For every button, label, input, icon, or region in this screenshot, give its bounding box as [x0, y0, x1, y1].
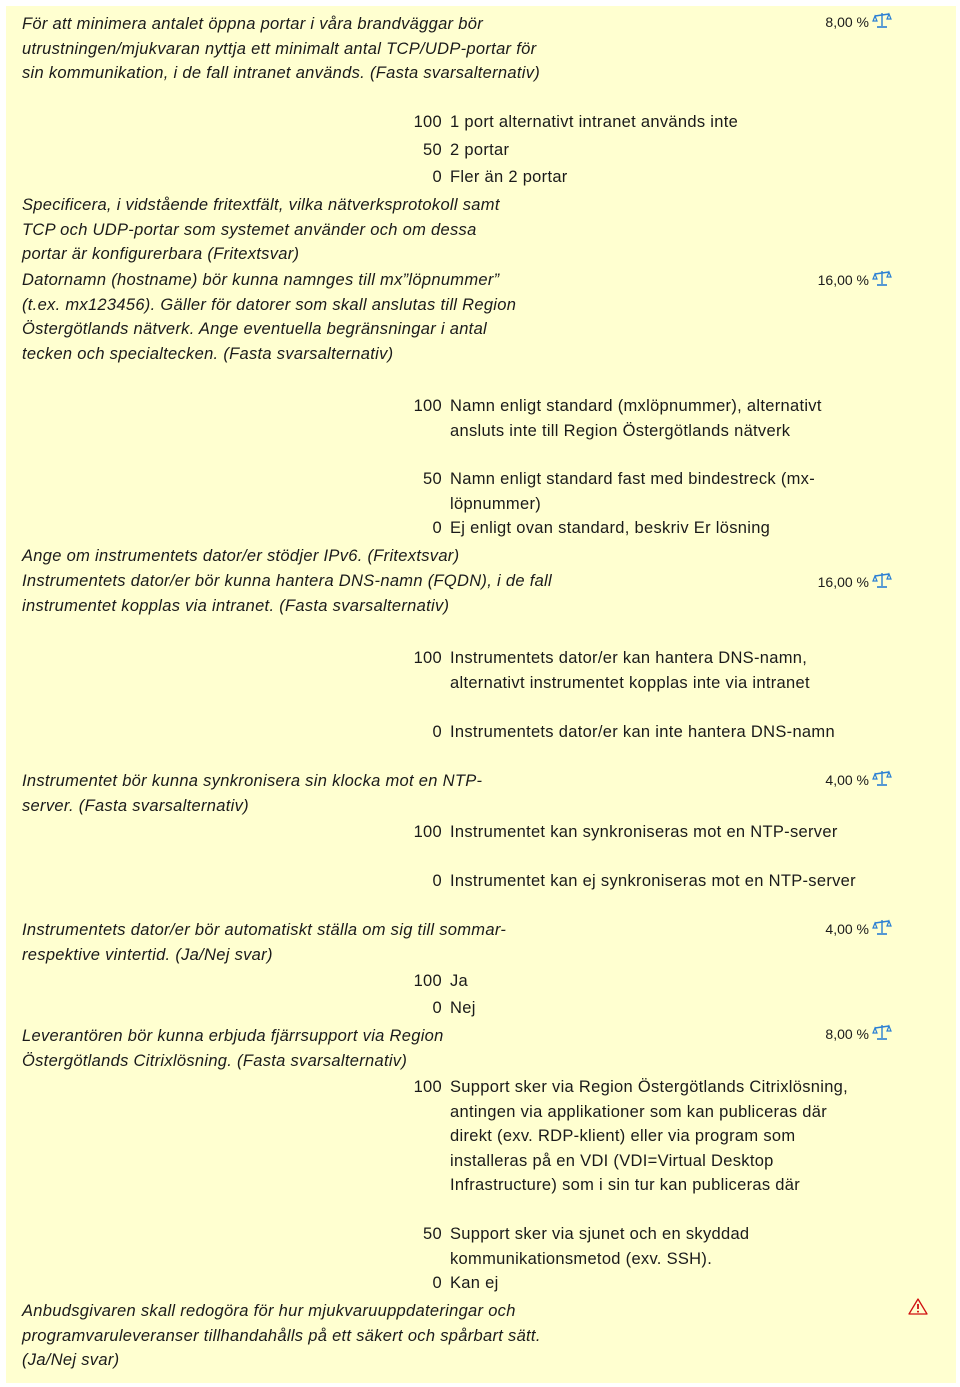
option-text: Support sker via sjunet och en skyddad kommunikationsmetod (exv. SSH).	[450, 1225, 750, 1268]
criterion-weight	[818, 571, 892, 593]
weight-value: 16,00 %	[817, 574, 869, 590]
option-text: Fler än 2 portar	[450, 168, 568, 186]
option-text: Kan ej	[450, 1274, 499, 1292]
option-score: 0	[432, 723, 442, 741]
balance-scale-icon[interactable]	[872, 11, 892, 33]
answer-option[interactable]	[400, 516, 860, 541]
answer-option[interactable]	[400, 969, 860, 994]
answer-option[interactable]	[400, 1222, 860, 1271]
option-score: 100	[413, 649, 442, 667]
answer-option[interactable]	[400, 996, 860, 1021]
criterion-question: Anbudsgivaren skall redogöra för hur mjukvaruuppdateringar och programvaruleveranser tillhandahålls på ett säkert och spårbart sätt. (Ja/Nej svar)	[22, 1302, 541, 1369]
weight-value: 4,00 %	[825, 772, 869, 788]
balance-scale-icon[interactable]	[872, 1023, 892, 1045]
answer-option[interactable]	[400, 467, 860, 516]
balance-scale-icon[interactable]	[872, 571, 892, 593]
criterion-question: Instrumentets dator/er bör kunna hantera DNS-namn (FQDN), i de fall instrumentet kopplas via intranet. (Fasta svarsalternativ)	[22, 572, 552, 615]
option-text: Nej	[450, 999, 476, 1017]
option-text: Support sker via Region Östergötlands Citrixlösning, antingen via applikationer som kan publiceras där direkt (exv. RDP-klient) eller via program som installeras på en VDI (VDI=Virtual Desktop Infrastructure) som i sin tur kan publiceras där	[450, 1078, 849, 1194]
option-score: 100	[413, 823, 442, 841]
answer-option[interactable]	[400, 138, 860, 163]
option-text: Namn enligt standard (mxlöpnummer), alternativt ansluts inte till Region Östergötlands nätverk	[450, 397, 822, 440]
criterion-question: Specificera, i vidstående fritextfält, vilka nätverksprotokoll samt TCP och UDP-portar som systemet använder och om dessa portar är konfigurerbara (Fritextsvar)	[22, 196, 500, 263]
option-text: Ja	[450, 972, 469, 990]
option-score: 0	[432, 999, 442, 1017]
option-score: 0	[432, 168, 442, 186]
option-score: 50	[423, 1225, 442, 1243]
criterion-weight	[825, 1023, 892, 1045]
answer-option[interactable]	[400, 1075, 860, 1198]
answer-option[interactable]	[400, 720, 860, 745]
answer-option[interactable]	[400, 869, 860, 894]
option-text: Instrumentets dator/er kan inte hantera DNS-namn	[450, 723, 835, 741]
criterion-question: Datornamn (hostname) bör kunna namnges till mx”löpnummer” (t.ex. mx123456). Gäller för datorer som skall anslutas till Region Östergötlands nätverk. Ange eventuella begränsningar i antal tecken och specialtecken. (Fasta svarsalternativ)	[22, 271, 517, 363]
option-score: 100	[413, 1078, 442, 1096]
answer-option[interactable]	[400, 1271, 860, 1296]
answer-option[interactable]	[400, 165, 860, 190]
option-text: 1 port alternativt intranet används inte	[450, 113, 739, 131]
answer-option[interactable]	[400, 110, 860, 135]
criterion-question: Leverantören bör kunna erbjuda fjärrsupport via Region Östergötlands Citrixlösning. (Fasta svarsalternativ)	[22, 1027, 444, 1070]
option-score: 50	[423, 470, 442, 488]
weight-value: 4,00 %	[825, 921, 869, 937]
warning-icon[interactable]	[908, 1298, 928, 1321]
option-score: 0	[432, 519, 442, 537]
balance-scale-icon[interactable]	[872, 769, 892, 791]
option-score: 100	[413, 972, 442, 990]
option-text: Instrumentets dator/er kan hantera DNS-namn, alternativt instrumentet kopplas inte via intranet	[450, 649, 810, 692]
criterion-question: Instrumentet bör kunna synkronisera sin klocka mot en NTP-server. (Fasta svarsalternativ)	[22, 772, 483, 815]
answer-option[interactable]	[400, 394, 860, 443]
criterion-question: Instrumentets dator/er bör automatiskt ställa om sig till sommar- respektive vintertid. (Ja/Nej svar)	[22, 921, 507, 964]
option-score: 50	[423, 141, 442, 159]
option-text: Instrumentet kan synkroniseras mot en NTP-server	[450, 823, 838, 841]
criterion-weight	[825, 769, 892, 791]
option-text: Ej enligt ovan standard, beskriv Er lösning	[450, 519, 771, 537]
balance-scale-icon[interactable]	[872, 269, 892, 291]
option-score: 100	[413, 113, 442, 131]
answer-option[interactable]	[400, 820, 860, 845]
option-score: 100	[413, 397, 442, 415]
option-text: 2 portar	[450, 141, 510, 159]
weight-value: 8,00 %	[825, 14, 869, 30]
answer-option[interactable]	[400, 646, 860, 695]
criterion-question: Ange om instrumentets dator/er stödjer IPv6. (Fritextsvar)	[22, 547, 460, 565]
criterion-weight	[825, 11, 892, 33]
evaluation-page	[6, 6, 956, 1383]
weight-value: 8,00 %	[825, 1026, 869, 1042]
criterion-question: För att minimera antalet öppna portar i våra brandväggar bör utrustningen/mjukvaran nyttja ett minimalt antal TCP/UDP-portar för sin kommunikation, i de fall intranet används. (Fasta svarsalternativ)	[22, 15, 541, 82]
option-text: Instrumentet kan ej synkroniseras mot en NTP-server	[450, 872, 856, 890]
option-text: Namn enligt standard fast med bindestreck (mx-löpnummer)	[450, 470, 816, 513]
criterion-weight	[825, 918, 892, 940]
criterion-weight	[818, 269, 892, 291]
option-score: 0	[432, 872, 442, 890]
weight-value: 16,00 %	[817, 272, 869, 288]
option-score: 0	[432, 1274, 442, 1292]
balance-scale-icon[interactable]	[872, 918, 892, 940]
